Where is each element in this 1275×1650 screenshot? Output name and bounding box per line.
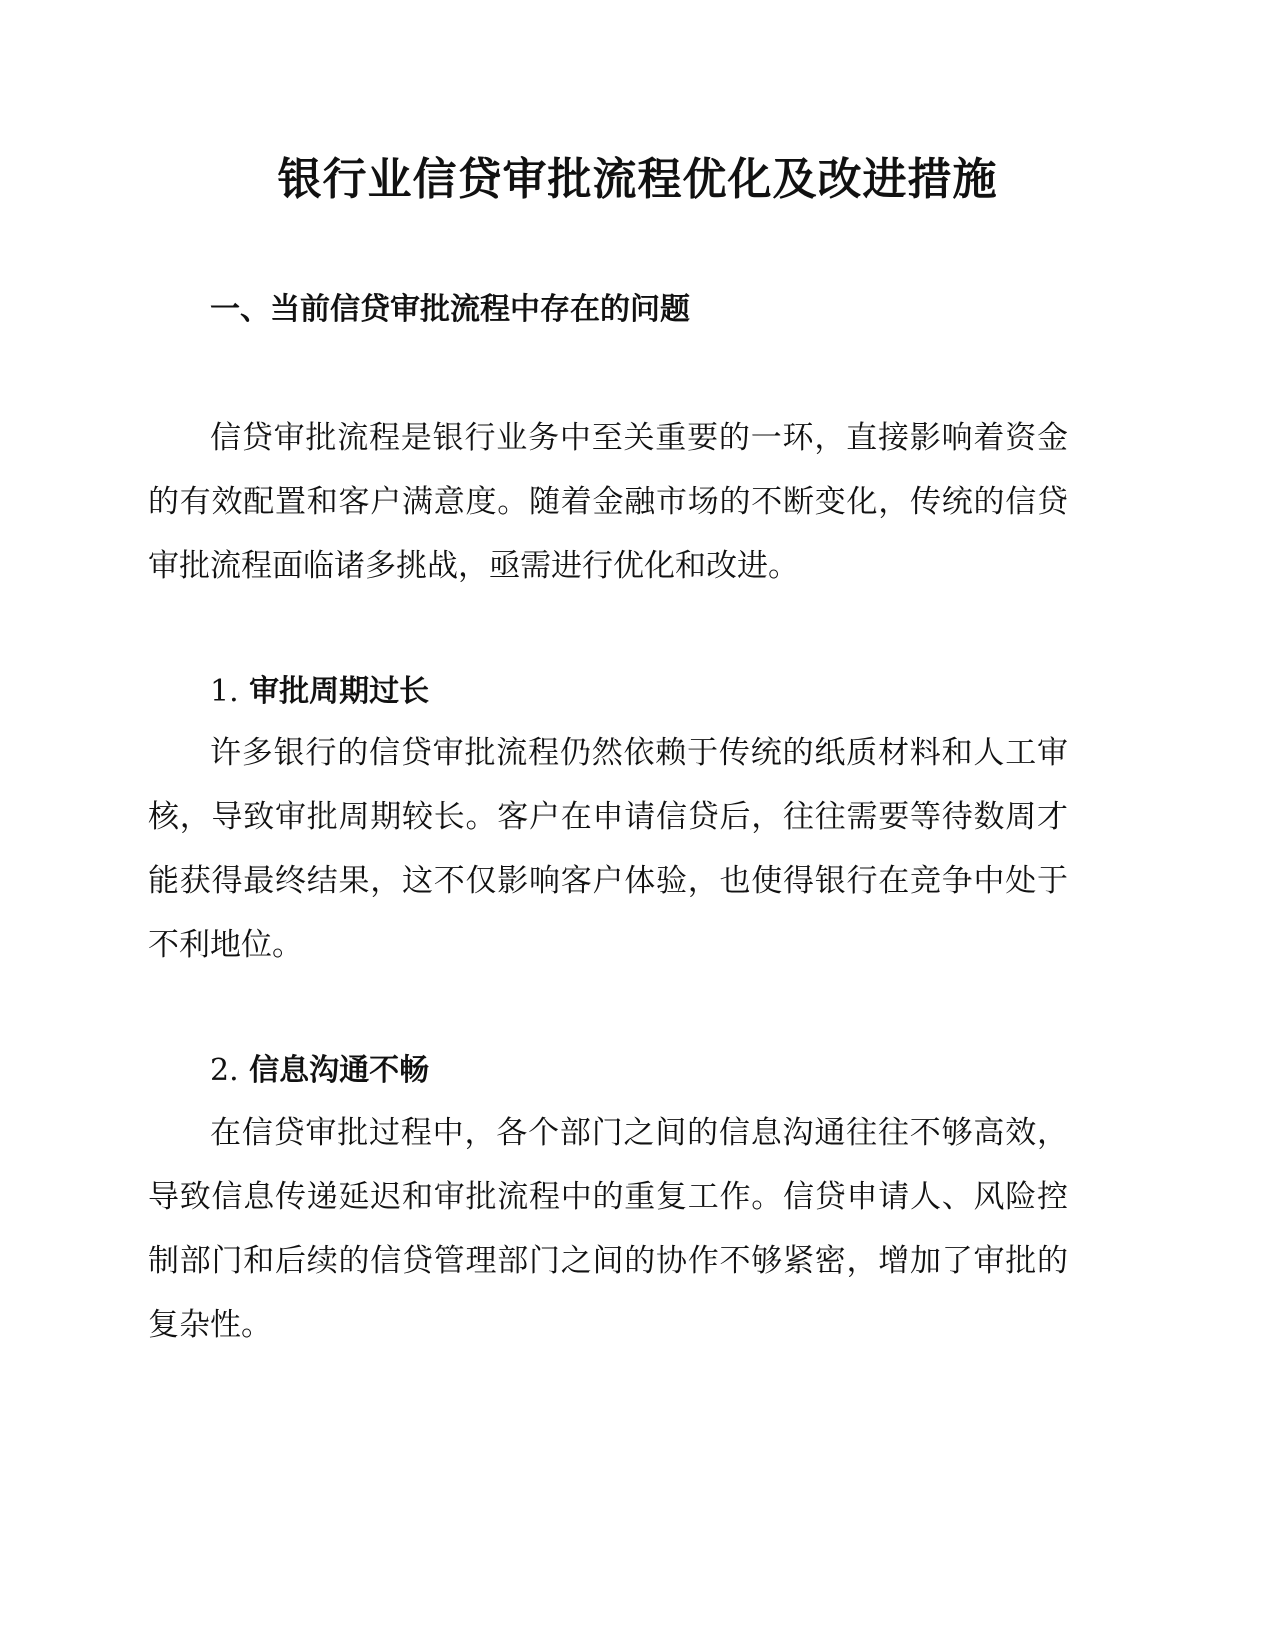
subsection-title: 信息沟通不畅: [249, 1053, 430, 1088]
subsection-title: 审批周期过长: [249, 674, 430, 709]
intro-paragraph: 信贷审批流程是银行业务中至关重要的一环，直接影响着资金的有效配置和客户满意度。随着金融市场的不断变化，传统的信贷审批流程面临诸多挑战，亟需进行优化和改进。: [148, 420, 1068, 584]
document-title: 银行业信贷审批流程优化及改进措施: [277, 154, 998, 205]
subsection-number: 1.: [210, 674, 239, 709]
subsection-body-2: 在信贷审批过程中，各个部门之间的信息沟通往往不够高效，导致信息传递延迟和审批流程中的重复工作。信贷申请人、风险控制部门和后续的信贷管理部门之间的协作不够紧密，增加了审批的复杂性。: [148, 1115, 1068, 1343]
subsection-heading-2: [210, 1049, 429, 1093]
subsection-body-1: 许多银行的信贷审批流程仍然依赖于传统的纸质材料和人工审核，导致审批周期较长。客户在申请信贷后，往往需要等待数周才能获得最终结果，这不仅影响客户体验，也使得银行在竞争中处于不利地位。: [148, 735, 1068, 963]
section-heading: 一、当前信贷审批流程中存在的问题: [210, 292, 690, 327]
subsection-heading-1: [210, 670, 429, 714]
subsection-number: 2.: [210, 1053, 239, 1088]
